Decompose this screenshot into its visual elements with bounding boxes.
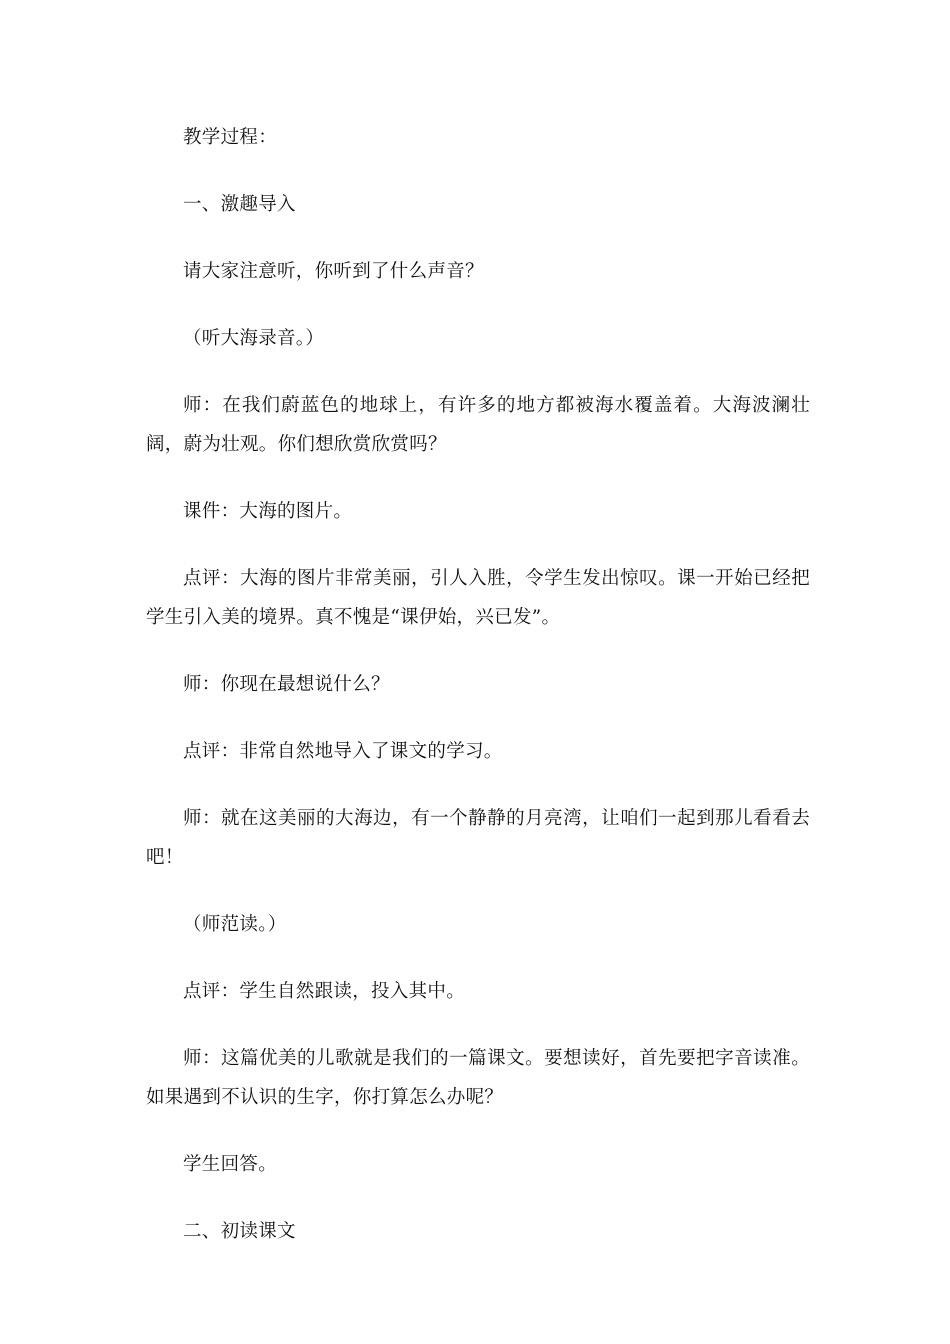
paragraph-4: （听大海录音。）	[183, 328, 325, 349]
paragraph-5: 师：在我们蔚蓝色的地球上，有许多的地方都被海水覆盖着。大海波澜壮阔，蔚为壮观。你们想欣赏欣赏吗？	[146, 395, 810, 455]
paragraph-11: （师范读。）	[183, 914, 287, 935]
section-heading-1: 一、激趣导入	[183, 194, 296, 215]
paragraph-14: 学生回答。	[183, 1154, 278, 1175]
paragraph-6: 课件：大海的图片。	[183, 501, 353, 522]
document-body	[146, 118, 810, 1251]
paragraph-12: 点评：学生自然跟读，投入其中。	[183, 981, 466, 1002]
section-heading-2: 二、初读课文	[183, 1221, 296, 1242]
paragraph-7: 点评：大海的图片非常美丽，引人入胜，令学生发出惊叹。课一开始已经把学生引入美的境界。真不愧是“课伊始，兴已发”。	[146, 568, 810, 628]
paragraph-9: 点评：非常自然地导入了课文的学习。	[183, 741, 503, 762]
paragraph-13: 师：这篇优美的儿歌就是我们的一篇课文。要想读好，首先要把字音读准。如果遇到不认识的生字，你打算怎么办呢？	[146, 1048, 810, 1108]
paragraph-1: 教学过程：	[183, 127, 278, 148]
paragraph-10: 师：就在这美丽的大海边，有一个静静的月亮湾，让咱们一起到那儿看看去吧！	[146, 808, 810, 868]
paragraph-3: 请大家注意听，你听到了什么声音？	[183, 261, 484, 282]
paragraph-8: 师：你现在最想说什么？	[183, 674, 390, 695]
